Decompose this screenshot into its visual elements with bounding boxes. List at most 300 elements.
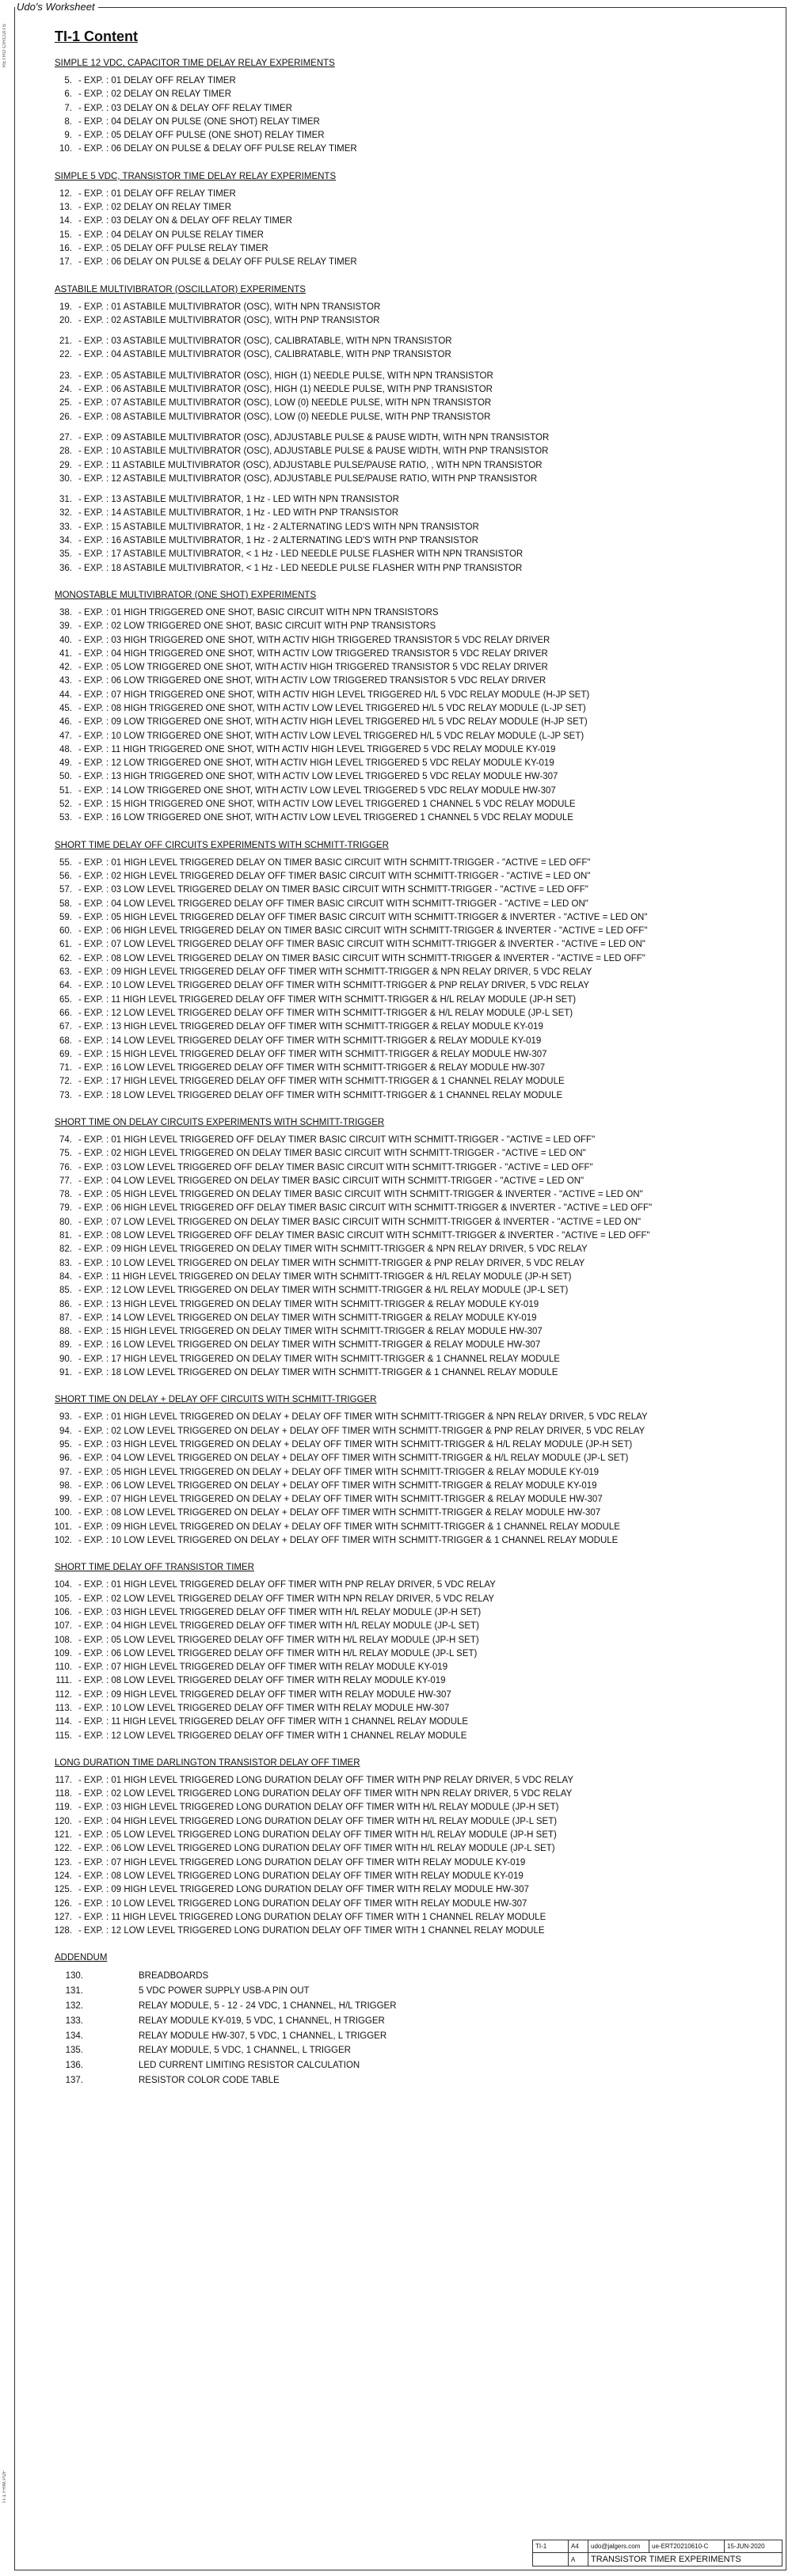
item-number: 23. xyxy=(59,370,72,381)
item-number: 62. xyxy=(59,953,72,963)
list-item xyxy=(15,979,786,993)
section-title: SIMPLE 12 VDC, CAPACITOR TIME DELAY RELAY EXPERIMENTS xyxy=(55,59,335,68)
list-item xyxy=(15,1534,786,1548)
list-item xyxy=(15,1620,786,1633)
experiment-section xyxy=(15,1757,786,1939)
item-number: 102. xyxy=(54,1536,72,1546)
addendum-item xyxy=(15,2014,786,2029)
list-item xyxy=(15,716,786,729)
list-item xyxy=(15,1661,786,1674)
item-number: 64. xyxy=(59,981,72,991)
item-text: - EXP. : 04 HIGH LEVEL TRIGGERED DELAY OFF TIMER WITH H/L RELAY MODULE (JP-L SET) xyxy=(78,1621,479,1632)
item-number: 82. xyxy=(59,1244,72,1255)
list-item xyxy=(15,1521,786,1534)
item-text: - EXP. : 11 HIGH LEVEL TRIGGERED DELAY OFF TIMER WITH SCHMITT-TRIGGER & H/L RELAY MODULE (JP-H SET) xyxy=(78,994,577,1005)
item-text: - EXP. : 06 LOW TRIGGERED ONE SHOT, WITH ACTIV LOW TRIGGERED TRANSISTOR 5 VDC RELAY DRIVER xyxy=(78,676,546,686)
list-item xyxy=(15,1147,786,1161)
experiment-section xyxy=(15,1562,786,1743)
item-text: - EXP. : 14 LOW LEVEL TRIGGERED ON DELAY TIMER WITH SCHMITT-TRIGGER & RELAY MODULE KY-019 xyxy=(78,1313,537,1323)
list-item xyxy=(15,1715,786,1729)
item-number: 110. xyxy=(55,1662,72,1673)
item-number: 105. xyxy=(54,1594,72,1604)
list-item xyxy=(15,1493,786,1506)
item-text: - EXP. : 02 DELAY ON RELAY TIMER xyxy=(78,203,232,213)
item-text: - EXP. : 18 LOW LEVEL TRIGGERED ON DELAY TIMER WITH SCHMITT-TRIGGER & 1 CHANNEL RELAY MODULE xyxy=(78,1368,558,1378)
list-item xyxy=(15,383,786,397)
list-item xyxy=(15,88,786,101)
item-number: 43. xyxy=(59,676,72,686)
item-number: 10. xyxy=(59,144,72,154)
item-text: - EXP. : 09 HIGH LEVEL TRIGGERED ON DELAY + DELAY OFF TIMER WITH SCHMITT-TRIGGER & 1 CHANNEL RELAY MODULE xyxy=(78,1522,620,1532)
item-text: - EXP. : 07 ASTABILE MULTIVIBRATOR (OSC), LOW (0) NEEDLE PULSE, WITH NPN TRANSISTOR xyxy=(78,398,492,408)
item-text: - EXP. : 10 LOW LEVEL TRIGGERED LONG DURATION DELAY OFF TIMER WITH RELAY MODULE HW-307 xyxy=(78,1898,527,1909)
worksheet-label: Udo's Worksheet xyxy=(15,2,98,13)
item-text: - EXP. : 09 HIGH LEVEL TRIGGERED DELAY OFF TIMER WITH RELAY MODULE HW-307 xyxy=(78,1689,451,1700)
list-item xyxy=(15,1774,786,1788)
item-text: - EXP. : 11 HIGH TRIGGERED ONE SHOT, WITH ACTIV HIGH LEVEL TRIGGERED 5 VDC RELAY MODULE KY-019 xyxy=(78,744,556,754)
item-number: 39. xyxy=(59,621,72,632)
item-text: - EXP. : 16 LOW LEVEL TRIGGERED ON DELAY TIMER WITH SCHMITT-TRIGGER & RELAY MODULE HW-307 xyxy=(78,1340,541,1351)
list-item xyxy=(15,798,786,811)
item-number: 7. xyxy=(64,103,72,113)
item-text: - EXP. : 06 HIGH LEVEL TRIGGERED OFF DELAY TIMER BASIC CIRCUIT WITH SCHMITT-TRIGGER & INVERTER - "ACTIVE = LED OFF" xyxy=(78,1203,653,1214)
item-number: 119. xyxy=(55,1803,72,1813)
item-text: RELAY MODULE HW-307, 5 VDC, 1 CHANNEL, L TRIGGER xyxy=(139,2031,387,2041)
item-text: - EXP. : 01 HIGH LEVEL TRIGGERED LONG DURATION DELAY OFF TIMER WITH PNP RELAY DRIVER, 5 VDC RELAY xyxy=(78,1775,573,1785)
item-number: 118. xyxy=(55,1789,72,1799)
item-text: - EXP. : 07 HIGH TRIGGERED ONE SHOT, WITH ACTIV HIGH LEVEL TRIGGERED H/L 5 VDC RELAY MODULE (H-JP SET) xyxy=(78,690,590,700)
item-number: 99. xyxy=(59,1495,72,1505)
list-item xyxy=(15,785,786,798)
list-item xyxy=(15,1298,786,1312)
item-number: 65. xyxy=(59,994,72,1005)
item-text: 5 VDC POWER SUPPLY USB-A PIN OUT xyxy=(139,1986,310,1997)
section-title: ASTABILE MULTIVIBRATOR (OSCILLATOR) EXPERIMENTS xyxy=(55,284,306,294)
list-item xyxy=(15,870,786,883)
item-text: - EXP. : 03 ASTABILE MULTIVIBRATOR (OSC), CALIBRATABLE, WITH NPN TRANSISTOR xyxy=(78,336,452,347)
section-title: MONOSTABLE MULTIVIBRATOR (ONE SHOT) EXPERIMENTS xyxy=(55,590,317,600)
addendum-item xyxy=(15,2073,786,2088)
item-text: - EXP. : 03 DELAY ON & DELAY OFF RELAY TIMER xyxy=(78,216,292,226)
item-text: - EXP. : 15 ASTABILE MULTIVIBRATOR, 1 Hz - 2 ALTERNATING LED'S WITH NPN TRANSISTOR xyxy=(78,522,479,532)
item-number: 125. xyxy=(54,1885,72,1895)
item-text: - EXP. : 18 ASTABILE MULTIVIBRATOR, < 1 Hz - LED NEEDLE PULSE FLASHER WITH PNP TRANSISTOR xyxy=(78,563,523,573)
item-number: 27. xyxy=(59,432,72,443)
item-text: BREADBOARDS xyxy=(139,1971,209,1981)
group-spacer xyxy=(15,424,786,431)
item-number: 32. xyxy=(59,508,72,519)
item-text: - EXP. : 01 DELAY OFF RELAY TIMER xyxy=(78,76,236,85)
list-item xyxy=(15,1271,786,1284)
item-text: - EXP. : 12 LOW TRIGGERED ONE SHOT, WITH ACTIV HIGH LEVEL TRIGGERED 5 VDC RELAY MODULE KY-019 xyxy=(78,758,554,769)
item-text: - EXP. : 01 HIGH LEVEL TRIGGERED DELAY OFF TIMER WITH PNP RELAY DRIVER, 5 VDC RELAY xyxy=(78,1580,496,1590)
list-item xyxy=(15,493,786,507)
item-text: - EXP. : 04 DELAY ON PULSE (ONE SHOT) RELAY TIMER xyxy=(78,116,320,127)
item-number: 15. xyxy=(59,230,72,240)
section-title: SHORT TIME DELAY OFF TRANSISTOR TIMER xyxy=(55,1563,254,1573)
title-block-row xyxy=(533,2553,782,2566)
item-number: 117. xyxy=(55,1775,72,1785)
item-text: - EXP. : 13 HIGH LEVEL TRIGGERED DELAY OFF TIMER WITH SCHMITT-TRIGGER & RELAY MODULE KY-019 xyxy=(78,1022,543,1032)
item-number: 63. xyxy=(59,967,72,978)
document-title: TRANSISTOR TIMER EXPERIMENTS xyxy=(591,2555,741,2564)
list-item xyxy=(15,1898,786,1911)
item-text: - EXP. : 15 HIGH LEVEL TRIGGERED DELAY OFF TIMER WITH SCHMITT-TRIGGER & RELAY MODULE HW-307 xyxy=(78,1049,547,1059)
item-text: - EXP. : 02 LOW LEVEL TRIGGERED LONG DURATION DELAY OFF TIMER WITH NPN RELAY DRIVER, 5 VDC RELAY xyxy=(78,1789,573,1799)
item-text: - EXP. : 06 HIGH LEVEL TRIGGERED DELAY ON TIMER BASIC CIRCUIT WITH SCHMITT-TRIGGER & INVERTER - "ACTIVE = LED OFF" xyxy=(78,926,648,937)
item-number: 42. xyxy=(59,663,72,673)
item-text: - EXP. : 01 HIGH LEVEL TRIGGERED OFF DELAY TIMER BASIC CIRCUIT WITH SCHMITT-TRIGGER - "ACTIVE = LED OFF" xyxy=(78,1135,596,1145)
item-text: - EXP. : 09 ASTABILE MULTIVIBRATOR (OSC), ADJUSTABLE PULSE & PAUSE WIDTH, WITH NPN TRANSISTOR xyxy=(78,432,550,443)
list-item xyxy=(15,102,786,116)
experiment-section xyxy=(15,58,786,157)
item-text: - EXP. : 14 LOW LEVEL TRIGGERED DELAY OFF TIMER WITH SCHMITT-TRIGGER & RELAY MODULE KY-019 xyxy=(78,1035,542,1046)
item-text: - EXP. : 08 ASTABILE MULTIVIBRATOR (OSC), LOW (0) NEEDLE PULSE, WITH PNP TRANSISTOR xyxy=(78,412,491,422)
list-item xyxy=(15,1829,786,1842)
item-number: 80. xyxy=(59,1217,72,1227)
item-text: - EXP. : 10 ASTABILE MULTIVIBRATOR (OSC), ADJUSTABLE PULSE & PAUSE WIDTH, WITH PNP TRANSISTOR xyxy=(78,446,549,457)
list-item xyxy=(15,256,786,269)
addendum-item xyxy=(15,2058,786,2073)
item-number: 36. xyxy=(59,563,72,573)
addendum-item xyxy=(15,2029,786,2044)
item-number: 132. xyxy=(65,2001,83,2012)
item-text: - EXP. : 03 LOW LEVEL TRIGGERED DELAY ON TIMER BASIC CIRCUIT WITH SCHMITT-TRIGGER - "ACTIVE = LED OFF" xyxy=(78,885,588,895)
list-item xyxy=(15,674,786,688)
list-item xyxy=(15,1702,786,1715)
item-number: 83. xyxy=(59,1258,72,1268)
list-item xyxy=(15,129,786,142)
list-item xyxy=(15,634,786,648)
item-text: - EXP. : 02 LOW LEVEL TRIGGERED DELAY OFF TIMER WITH NPN RELAY DRIVER, 5 VDC RELAY xyxy=(78,1594,495,1604)
item-text: - EXP. : 01 HIGH LEVEL TRIGGERED ON DELAY + DELAY OFF TIMER WITH SCHMITT-TRIGGER & NPN RELAY DRIVER, 5 VDC RELAY xyxy=(78,1412,648,1423)
item-number: 95. xyxy=(59,1439,72,1449)
list-item xyxy=(15,473,786,486)
list-item xyxy=(15,1175,786,1188)
list-item xyxy=(15,1188,786,1202)
revision: A xyxy=(569,2553,588,2566)
list-item xyxy=(15,1647,786,1661)
item-text: - EXP. : 15 HIGH TRIGGERED ONE SHOT, WITH ACTIV LOW LEVEL TRIGGERED 1 CHANNEL 5 VDC RELAY MODULE xyxy=(78,800,576,810)
item-number: 9. xyxy=(64,131,72,141)
item-number: 96. xyxy=(59,1453,72,1464)
list-item xyxy=(15,925,786,938)
list-item xyxy=(15,459,786,473)
item-number: 108. xyxy=(54,1635,72,1645)
item-number: 84. xyxy=(59,1271,72,1282)
list-item xyxy=(15,606,786,620)
item-number: 44. xyxy=(59,690,72,700)
item-text: - EXP. : 07 HIGH LEVEL TRIGGERED LONG DURATION DELAY OFF TIMER WITH RELAY MODULE KY-019 xyxy=(78,1857,526,1867)
page-title: TI-1 Content xyxy=(55,28,138,44)
list-item xyxy=(15,1506,786,1520)
list-item xyxy=(15,1075,786,1089)
item-number: 49. xyxy=(59,758,72,769)
item-text: - EXP. : 10 LOW TRIGGERED ONE SHOT, WITH ACTIV LOW LEVEL TRIGGERED H/L 5 VDC RELAY MODULE (L-JP SET) xyxy=(78,731,584,741)
list-item xyxy=(15,1842,786,1856)
group-spacer xyxy=(15,363,786,370)
addendum-title: ADDENDUM xyxy=(55,1953,108,1963)
item-number: 35. xyxy=(59,549,72,560)
list-item xyxy=(15,142,786,156)
item-text: - EXP. : 06 DELAY ON PULSE & DELAY OFF PULSE RELAY TIMER xyxy=(78,257,357,268)
section-title: SHORT TIME ON DELAY CIRCUITS EXPERIMENTS WITH SCHMITT-TRIGGER xyxy=(55,1118,385,1127)
list-item xyxy=(15,994,786,1007)
list-item xyxy=(15,562,786,576)
list-item xyxy=(15,1339,786,1352)
item-number: 25. xyxy=(59,398,72,408)
item-number: 101. xyxy=(54,1522,72,1532)
item-text: - EXP. : 18 LOW LEVEL TRIGGERED DELAY OFF TIMER WITH SCHMITT-TRIGGER & 1 CHANNEL RELAY MODULE xyxy=(78,1090,563,1100)
item-number: 19. xyxy=(59,302,72,312)
list-item xyxy=(15,1202,786,1215)
item-text: - EXP. : 04 LOW LEVEL TRIGGERED ON DELAY + DELAY OFF TIMER WITH SCHMITT-TRIGGER & H/L RELAY MODULE (JP-L SET) xyxy=(78,1453,629,1464)
item-text: - EXP. : 01 HIGH TRIGGERED ONE SHOT, BASIC CIRCUIT WITH NPN TRANSISTORS xyxy=(78,607,439,617)
item-number: 78. xyxy=(59,1190,72,1200)
item-text: - EXP. : 03 HIGH LEVEL TRIGGERED LONG DURATION DELAY OFF TIMER WITH H/L RELAY MODULE (JP-H SET) xyxy=(78,1803,559,1813)
item-number: 89. xyxy=(59,1340,72,1351)
list-item xyxy=(15,911,786,925)
list-item xyxy=(15,201,786,215)
list-item xyxy=(15,1425,786,1438)
item-number: 61. xyxy=(59,940,72,950)
item-text: - EXP. : 03 LOW LEVEL TRIGGERED OFF DELAY TIMER BASIC CIRCUIT WITH SCHMITT-TRIGGER - "ACTIVE = LED OFF" xyxy=(78,1162,593,1172)
item-number: 50. xyxy=(59,772,72,782)
item-number: 48. xyxy=(59,744,72,754)
list-item xyxy=(15,1438,786,1452)
item-number: 112. xyxy=(55,1689,72,1700)
item-number: 104. xyxy=(54,1580,72,1590)
item-text: - EXP. : 05 DELAY OFF PULSE RELAY TIMER xyxy=(78,243,268,253)
list-item xyxy=(15,1161,786,1175)
list-item xyxy=(15,188,786,201)
item-text: - EXP. : 16 LOW TRIGGERED ONE SHOT, WITH ACTIV LOW LEVEL TRIGGERED 1 CHANNEL 5 VDC RELAY MODULE xyxy=(78,813,573,823)
item-number: 94. xyxy=(59,1426,72,1436)
item-text: - EXP. : 12 LOW LEVEL TRIGGERED DELAY OFF TIMER WITH 1 CHANNEL RELAY MODULE xyxy=(78,1731,467,1741)
item-number: 57. xyxy=(59,885,72,895)
list-item xyxy=(15,116,786,129)
experiment-section xyxy=(15,590,786,826)
item-number: 107. xyxy=(54,1621,72,1632)
list-item xyxy=(15,1883,786,1897)
list-item xyxy=(15,757,786,770)
section-title: SIMPLE 5 VDC, TRANSISTOR TIME DELAY RELAY EXPERIMENTS xyxy=(55,171,337,181)
item-number: 59. xyxy=(59,912,72,922)
group-spacer xyxy=(15,486,786,493)
item-text: - EXP. : 02 HIGH LEVEL TRIGGERED ON DELAY TIMER BASIC CIRCUIT WITH SCHMITT-TRIGGER - "ACTIVE = LED ON" xyxy=(78,1149,586,1159)
item-text: - EXP. : 02 DELAY ON RELAY TIMER xyxy=(78,89,232,100)
item-number: 72. xyxy=(59,1077,72,1087)
item-text: - EXP. : 06 DELAY ON PULSE & DELAY OFF PULSE RELAY TIMER xyxy=(78,144,357,154)
section-title: LONG DURATION TIME DARLINGTON TRANSISTOR DELAY OFF TIMER xyxy=(55,1757,360,1768)
list-item xyxy=(15,966,786,979)
item-text: - EXP. : 13 HIGH LEVEL TRIGGERED ON DELAY TIMER WITH SCHMITT-TRIGGER & RELAY MODULE KY-019 xyxy=(78,1299,539,1309)
sheet-id: TI-1 xyxy=(533,2540,569,2552)
item-number: 114. xyxy=(55,1717,72,1727)
addendum-item xyxy=(15,1999,786,2014)
item-number: 40. xyxy=(59,635,72,645)
item-text: - EXP. : 12 LOW LEVEL TRIGGERED LONG DURATION DELAY OFF TIMER WITH 1 CHANNEL RELAY MODULE xyxy=(78,1926,545,1936)
list-item xyxy=(15,1911,786,1924)
item-number: 22. xyxy=(59,350,72,360)
item-text: - EXP. : 04 DELAY ON PULSE RELAY TIMER xyxy=(78,230,264,240)
experiment-section xyxy=(15,284,786,576)
list-item xyxy=(15,1730,786,1743)
list-item xyxy=(15,215,786,228)
item-text: - EXP. : 06 LOW LEVEL TRIGGERED ON DELAY + DELAY OFF TIMER WITH SCHMITT-TRIGGER & RELAY MODULE KY-019 xyxy=(78,1480,597,1491)
list-item xyxy=(15,74,786,88)
item-number: 45. xyxy=(59,703,72,713)
item-number: 71. xyxy=(59,1063,72,1073)
item-number: 122. xyxy=(54,1844,72,1854)
list-item xyxy=(15,1035,786,1048)
group-spacer xyxy=(15,328,786,335)
item-text: - EXP. : 10 LOW LEVEL TRIGGERED ON DELAY TIMER WITH SCHMITT-TRIGGER & PNP RELAY DRIVER, 5 VDC RELAY xyxy=(78,1258,585,1268)
item-text: - EXP. : 05 LOW TRIGGERED ONE SHOT, WITH ACTIV HIGH TRIGGERED TRANSISTOR 5 VDC RELAY DRIVER xyxy=(78,663,548,673)
section-title: SHORT TIME ON DELAY + DELAY OFF CIRCUITS WITH SCHMITT-TRIGGER xyxy=(55,1395,377,1405)
item-text: - EXP. : 05 LOW LEVEL TRIGGERED DELAY OFF TIMER WITH H/L RELAY MODULE (JP-H SET) xyxy=(78,1635,479,1645)
item-text: RESISTOR COLOR CODE TABLE xyxy=(139,2076,280,2086)
item-number: 86. xyxy=(59,1299,72,1309)
item-number: 109. xyxy=(54,1648,72,1658)
item-text: - EXP. : 03 HIGH TRIGGERED ONE SHOT, WITH ACTIV HIGH TRIGGERED TRANSISTOR 5 VDC RELAY DRIVER xyxy=(78,635,550,645)
item-text: - EXP. : 07 HIGH LEVEL TRIGGERED ON DELAY + DELAY OFF TIMER WITH SCHMITT-TRIGGER & RELAY MODULE HW-307 xyxy=(78,1495,603,1505)
item-number: 131. xyxy=(65,1986,83,1997)
list-item xyxy=(15,1480,786,1493)
item-text: - EXP. : 12 ASTABILE MULTIVIBRATOR (OSC), ADJUSTABLE PULSE/PAUSE RATIO, WITH PNP TRANSISTOR xyxy=(78,473,538,484)
item-number: 120. xyxy=(54,1816,72,1826)
item-text: - EXP. : 12 LOW LEVEL TRIGGERED DELAY OFF TIMER WITH SCHMITT-TRIGGER & H/L RELAY MODULE (JP-L SET) xyxy=(78,1008,573,1018)
item-text: - EXP. : 12 LOW LEVEL TRIGGERED ON DELAY TIMER WITH SCHMITT-TRIGGER & H/L RELAY MODULE (JP-L SET) xyxy=(78,1286,569,1296)
title-block xyxy=(532,2540,782,2567)
list-item xyxy=(15,1689,786,1702)
item-text: - EXP. : 09 HIGH LEVEL TRIGGERED ON DELAY TIMER WITH SCHMITT-TRIGGER & NPN RELAY DRIVER, 5 VDC RELAY xyxy=(78,1244,588,1255)
list-item xyxy=(15,1856,786,1870)
item-number: 34. xyxy=(59,536,72,546)
item-number: 88. xyxy=(59,1327,72,1337)
item-text: - EXP. : 14 ASTABILE MULTIVIBRATOR, 1 Hz - LED WITH PNP TRANSISTOR xyxy=(78,508,399,519)
item-number: 124. xyxy=(54,1871,72,1881)
item-number: 52. xyxy=(59,800,72,810)
item-number: 14. xyxy=(59,216,72,226)
item-number: 106. xyxy=(54,1607,72,1617)
item-text: - EXP. : 05 HIGH LEVEL TRIGGERED ON DELAY + DELAY OFF TIMER WITH SCHMITT-TRIGGER & RELAY MODULE KY-019 xyxy=(78,1467,600,1477)
side-label-bottom: TI-1.FRM.PDF xyxy=(2,2470,7,2504)
item-text: - EXP. : 10 LOW LEVEL TRIGGERED DELAY OFF TIMER WITH SCHMITT-TRIGGER & PNP RELAY DRIVER, 5 VDC RELAY xyxy=(78,981,589,991)
item-text: - EXP. : 07 LOW LEVEL TRIGGERED ON DELAY TIMER BASIC CIRCUIT WITH SCHMITT-TRIGGER & INVERTER - "ACTIVE = LED ON" xyxy=(78,1217,642,1227)
item-number: 113. xyxy=(55,1703,72,1713)
list-item xyxy=(15,1579,786,1592)
list-item xyxy=(15,689,786,702)
item-text: - EXP. : 14 LOW TRIGGERED ONE SHOT, WITH ACTIV LOW LEVEL TRIGGERED 5 VDC RELAY MODULE HW-307 xyxy=(78,785,556,796)
addendum-list xyxy=(15,1969,786,2088)
author-email: udo@jalgers.com xyxy=(588,2540,649,2552)
item-text: - EXP. : 17 HIGH LEVEL TRIGGERED DELAY OFF TIMER WITH SCHMITT-TRIGGER & 1 CHANNEL RELAY MODULE xyxy=(78,1077,565,1087)
list-item xyxy=(15,1366,786,1380)
list-item xyxy=(15,952,786,966)
content-list xyxy=(15,17,786,2103)
side-label-top: RETRO CIRCUITS xyxy=(2,24,7,68)
addendum-item xyxy=(15,1969,786,1984)
item-text: - EXP. : 02 ASTABILE MULTIVIBRATOR (OSC), WITH PNP TRANSISTOR xyxy=(78,315,380,325)
worksheet-frame xyxy=(14,1,786,2570)
item-text: - EXP. : 08 HIGH TRIGGERED ONE SHOT, WITH ACTIV LOW LEVEL TRIGGERED H/L 5 VDC RELAY MODULE (L-JP SET) xyxy=(78,703,586,713)
item-number: 17. xyxy=(59,257,72,268)
addendum-item xyxy=(15,2043,786,2058)
list-item xyxy=(15,1606,786,1620)
list-item xyxy=(15,1216,786,1229)
list-item xyxy=(15,397,786,410)
list-item xyxy=(15,648,786,661)
item-number: 66. xyxy=(59,1008,72,1018)
item-number: 13. xyxy=(59,203,72,213)
item-text: - EXP. : 10 LOW LEVEL TRIGGERED DELAY OFF TIMER WITH RELAY MODULE HW-307 xyxy=(78,1703,450,1713)
experiment-section xyxy=(15,171,786,270)
title-block-row xyxy=(533,2540,782,2553)
item-text: - EXP. : 09 HIGH LEVEL TRIGGERED LONG DURATION DELAY OFF TIMER WITH RELAY MODULE HW-307 xyxy=(78,1885,529,1895)
item-number: 8. xyxy=(64,116,72,127)
list-item xyxy=(15,431,786,445)
item-text: - EXP. : 16 LOW LEVEL TRIGGERED DELAY OFF TIMER WITH SCHMITT-TRIGGER & RELAY MODULE HW-307 xyxy=(78,1063,545,1073)
item-text: RELAY MODULE KY-019, 5 VDC, 1 CHANNEL, H TRIGGER xyxy=(139,2016,385,2026)
item-text: - EXP. : 08 LOW LEVEL TRIGGERED OFF DELAY TIMER BASIC CIRCUIT WITH SCHMITT-TRIGGER & INVERTER - "ACTIVE = LED OFF" xyxy=(78,1231,650,1241)
item-number: 60. xyxy=(59,926,72,937)
list-item xyxy=(15,1243,786,1256)
list-item xyxy=(15,1801,786,1814)
item-number: 26. xyxy=(59,412,72,422)
list-item xyxy=(15,1815,786,1829)
item-number: 29. xyxy=(59,460,72,470)
item-number: 81. xyxy=(59,1231,72,1241)
list-item xyxy=(15,898,786,911)
list-item xyxy=(15,770,786,784)
item-number: 69. xyxy=(59,1049,72,1059)
list-item xyxy=(15,411,786,424)
item-number: 90. xyxy=(59,1354,72,1364)
list-item xyxy=(15,1674,786,1688)
list-item xyxy=(15,1353,786,1366)
experiment-section xyxy=(15,1394,786,1548)
list-item xyxy=(15,370,786,383)
item-number: 130. xyxy=(65,1971,83,1981)
list-item xyxy=(15,348,786,362)
document-number: ue-ERT20210610-C xyxy=(649,2540,725,2552)
item-text: - EXP. : 16 ASTABILE MULTIVIBRATOR, 1 Hz - 2 ALTERNATING LED'S WITH PNP TRANSISTOR xyxy=(78,536,478,546)
item-text: - EXP. : 15 HIGH LEVEL TRIGGERED ON DELAY TIMER WITH SCHMITT-TRIGGER & RELAY MODULE HW-307 xyxy=(78,1327,543,1337)
item-text: LED CURRENT LIMITING RESISTOR CALCULATION xyxy=(139,2061,360,2071)
item-text: - EXP. : 05 DELAY OFF PULSE (ONE SHOT) RELAY TIMER xyxy=(78,131,325,141)
experiment-section xyxy=(15,840,786,1103)
item-number: 111. xyxy=(55,1676,72,1686)
item-number: 67. xyxy=(59,1022,72,1032)
item-number: 91. xyxy=(59,1368,72,1378)
item-number: 41. xyxy=(59,648,72,659)
item-number: 79. xyxy=(59,1203,72,1214)
list-item xyxy=(15,730,786,743)
item-number: 74. xyxy=(59,1135,72,1145)
document-date: 15-JUN-2020 xyxy=(727,2543,765,2550)
item-number: 30. xyxy=(59,473,72,484)
item-number: 6. xyxy=(64,89,72,100)
list-item xyxy=(15,1924,786,1938)
item-text: - EXP. : 17 HIGH LEVEL TRIGGERED ON DELAY TIMER WITH SCHMITT-TRIGGER & 1 CHANNEL RELAY MODULE xyxy=(78,1354,560,1364)
item-text: - EXP. : 04 HIGH LEVEL TRIGGERED LONG DURATION DELAY OFF TIMER WITH H/L RELAY MODULE (JP-L SET) xyxy=(78,1816,558,1826)
list-item xyxy=(15,1788,786,1801)
item-number: 126. xyxy=(54,1898,72,1909)
list-item xyxy=(15,1134,786,1147)
item-text: - EXP. : 06 ASTABILE MULTIVIBRATOR (OSC), HIGH (1) NEEDLE PULSE, WITH PNP TRANSISTOR xyxy=(78,385,493,395)
item-number: 5. xyxy=(64,76,72,85)
